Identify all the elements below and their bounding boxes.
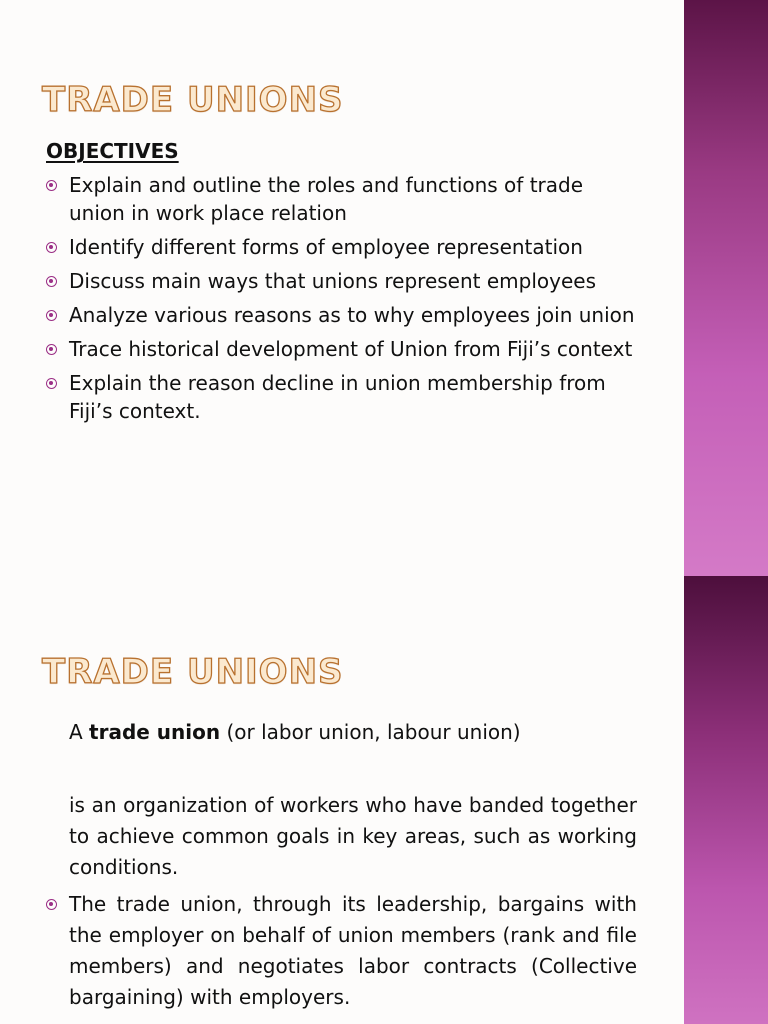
circled-dot-bullet-icon [46, 344, 57, 355]
decorative-side-band [684, 0, 768, 576]
list-item [42, 171, 642, 227]
slide-definition [0, 576, 768, 1024]
list-item [42, 889, 637, 1013]
list-item-text: Trace historical development of Union from Fiji’s context [69, 337, 633, 361]
list-item-text: Discuss main ways that unions represent employees [69, 269, 596, 293]
list-item [42, 301, 642, 329]
objectives-list [42, 171, 642, 431]
list-item [42, 369, 642, 425]
decorative-side-band [684, 576, 768, 1024]
circled-dot-bullet-icon [46, 899, 57, 910]
objectives-heading: OBJECTIVES [46, 139, 179, 163]
circled-dot-bullet-icon [46, 242, 57, 253]
circled-dot-bullet-icon [46, 378, 57, 389]
list-item [42, 233, 642, 261]
definition-lead [69, 718, 521, 746]
list-item-text: Identify different forms of employee representation [69, 235, 583, 259]
list-item-text: Explain and outline the roles and functions of trade union in work place relation [69, 173, 584, 225]
lead-term: trade union [89, 720, 221, 744]
circled-dot-bullet-icon [46, 276, 57, 287]
definition-list [42, 889, 637, 1013]
list-item [42, 335, 642, 363]
circled-dot-bullet-icon [46, 180, 57, 191]
lead-prefix: A [69, 720, 90, 744]
lead-suffix: (or labor union, labour union) [220, 720, 521, 744]
list-item-text: Explain the reason decline in union membership from Fiji’s context. [69, 371, 606, 423]
slide-title: TRADE UNIONS [42, 652, 344, 692]
slide-title: TRADE UNIONS [42, 80, 344, 120]
definition-body: is an organization of workers who have banded together to achieve common goals in key areas, such as working conditions. [69, 793, 637, 879]
list-item-text: The trade union, through its leadership, bargains with the employer on behalf of union members (rank and file members) and negotiates labor contracts (Collective bargaining) with employers. [69, 892, 637, 1009]
circled-dot-bullet-icon [46, 310, 57, 321]
list-item-text: Analyze various reasons as to why employees join union [69, 303, 635, 327]
list-item [42, 267, 642, 295]
